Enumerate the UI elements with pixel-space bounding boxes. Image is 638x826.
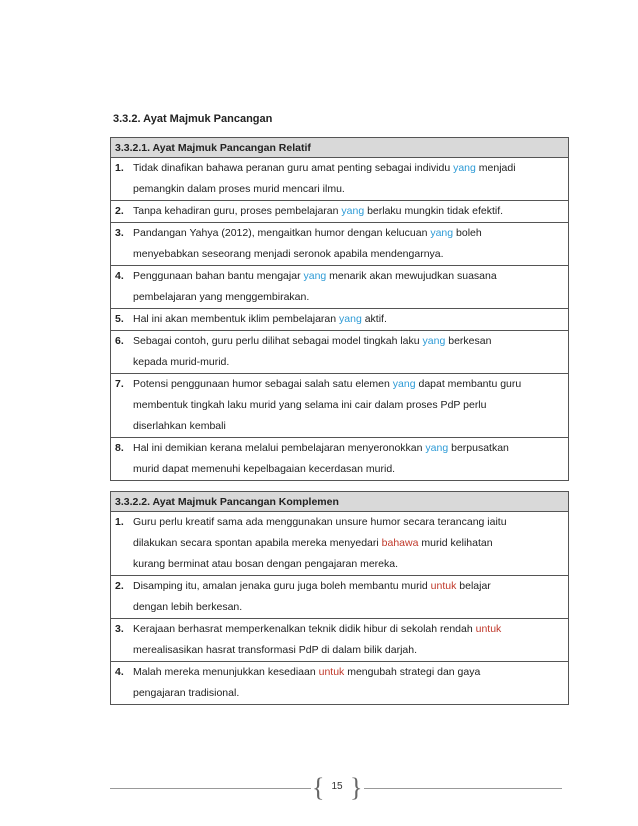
- text-segment: dilakukan secara spontan apabila mereka menyedari: [133, 537, 382, 549]
- text-line: [133, 662, 564, 683]
- row-number: 8.: [115, 442, 124, 454]
- text-segment: Disamping itu, amalan jenaka guru juga boleh membantu murid: [133, 580, 431, 592]
- text-segment: diserlahkan kembali: [133, 420, 226, 432]
- row-text: [133, 512, 568, 575]
- keyword-highlight: untuk: [430, 580, 457, 592]
- row-text: [133, 662, 568, 704]
- text-segment: Tidak dinafikan bahawa peranan guru amat penting sebagai individu: [133, 162, 454, 174]
- row-number: 4.: [115, 270, 124, 282]
- keyword-highlight: untuk: [318, 666, 345, 678]
- table-komplemen: [110, 491, 569, 705]
- text-segment: berpusatkan: [448, 442, 509, 454]
- table-row: [111, 662, 568, 704]
- row-text: [133, 158, 568, 200]
- text-line: [133, 576, 564, 597]
- text-line: [133, 158, 564, 179]
- text-segment: Sebagai contoh, guru perlu dilihat sebagai model tingkah laku: [133, 335, 423, 347]
- text-segment: merealisasikan hasrat transformasi PdP di dalam bilik darjah.: [133, 644, 418, 656]
- text-segment: boleh: [453, 227, 482, 239]
- row-text: [133, 223, 568, 265]
- keyword-highlight: yang: [425, 442, 449, 454]
- row-number: 1.: [115, 516, 124, 528]
- text-segment: menyebabkan seseorang menjadi seronok apabila mendengarnya.: [133, 248, 444, 260]
- text-segment: kepada murid-murid.: [133, 356, 230, 368]
- text-line: [133, 223, 564, 244]
- text-segment: pengajaran tradisional.: [133, 687, 240, 699]
- row-text: [133, 266, 568, 308]
- row-text: [133, 331, 568, 373]
- keyword-highlight: yang: [392, 378, 416, 390]
- text-line: [133, 287, 564, 308]
- text-segment: pemangkin dalam proses murid mencari ilmu.: [133, 183, 345, 195]
- row-text: [133, 309, 568, 330]
- text-line: [133, 179, 564, 200]
- text-line: [133, 395, 564, 416]
- table-row: [111, 266, 568, 309]
- row-number: 3.: [115, 623, 124, 635]
- row-text: [133, 374, 568, 437]
- text-segment: kurang berminat atau bosan dengan pengajaran mereka.: [133, 558, 399, 570]
- keyword-highlight: yang: [339, 313, 362, 325]
- section-heading: 3.3.2. Ayat Majmuk Pancangan: [113, 113, 273, 125]
- row-number: 2.: [115, 205, 124, 217]
- text-line: [133, 266, 564, 287]
- table-row: [111, 374, 568, 438]
- text-line: [133, 619, 564, 640]
- text-segment: pembelajaran yang menggembirakan.: [133, 291, 310, 303]
- text-segment: berlaku mungkin tidak efektif.: [364, 205, 504, 217]
- table-row: [111, 438, 568, 480]
- text-segment: menarik akan mewujudkan suasana: [326, 270, 497, 282]
- keyword-highlight: untuk: [475, 623, 502, 635]
- text-segment: dapat membantu guru: [415, 378, 522, 390]
- row-number: 6.: [115, 335, 124, 347]
- text-line: [133, 374, 564, 395]
- keyword-highlight: yang: [341, 205, 365, 217]
- text-segment: belajar: [456, 580, 491, 592]
- text-segment: Penggunaan bahan bantu mengajar: [133, 270, 304, 282]
- text-line: [133, 597, 564, 618]
- text-line: [133, 244, 564, 265]
- text-segment: berkesan: [445, 335, 492, 347]
- page-number: 15: [331, 781, 343, 792]
- text-line: [133, 683, 564, 704]
- row-text: [133, 619, 568, 661]
- table-title: 3.3.2.1. Ayat Majmuk Pancangan Relatif: [111, 138, 568, 158]
- text-segment: membentuk tingkah laku murid yang selama ini cair dalam proses PdP perlu: [133, 399, 487, 411]
- text-line: [133, 352, 564, 373]
- table-row: [111, 331, 568, 374]
- text-line: [133, 438, 564, 459]
- footer-divider-left: [110, 788, 311, 789]
- text-segment: Potensi penggunaan humor sebagai salah satu elemen: [133, 378, 393, 390]
- text-segment: Hal ini demikian kerana melalui pembelajaran menyeronokkan: [133, 442, 426, 454]
- row-number: 7.: [115, 378, 124, 390]
- footer-divider-right: [364, 788, 562, 789]
- text-line: [133, 459, 564, 480]
- table-title: 3.3.2.2. Ayat Majmuk Pancangan Komplemen: [111, 492, 568, 512]
- row-number: 1.: [115, 162, 124, 174]
- text-segment: Pandangan Yahya (2012), mengaitkan humor dengan kelucuan: [133, 227, 431, 239]
- right-brace-ornament: }: [350, 773, 363, 802]
- text-line: [133, 416, 564, 437]
- text-line: [133, 640, 564, 661]
- table-row: [111, 158, 568, 201]
- table-row: [111, 619, 568, 662]
- text-segment: Guru perlu kreatif sama ada menggunakan unsure humor secara terancang iaitu: [133, 516, 507, 528]
- table-row: [111, 223, 568, 266]
- keyword-highlight: yang: [303, 270, 327, 282]
- text-segment: murid kelihatan: [418, 537, 493, 549]
- text-line: [133, 512, 564, 533]
- row-number: 5.: [115, 313, 124, 325]
- text-segment: Tanpa kehadiran guru, proses pembelajaran: [133, 205, 342, 217]
- table-row: [111, 576, 568, 619]
- row-text: [133, 201, 568, 222]
- text-line: [133, 201, 564, 222]
- text-segment: Malah mereka menunjukkan kesediaan: [133, 666, 319, 678]
- text-line: [133, 331, 564, 352]
- row-number: 3.: [115, 227, 124, 239]
- text-segment: murid dapat memenuhi kepelbagaian kecerdasan murid.: [133, 463, 396, 475]
- table-row: [111, 201, 568, 223]
- row-number: 2.: [115, 580, 124, 592]
- table-row: [111, 512, 568, 576]
- table-body: [111, 158, 568, 480]
- text-line: [133, 309, 564, 330]
- text-line: [133, 533, 564, 554]
- row-text: [133, 438, 568, 480]
- text-segment: Hal ini akan membentuk iklim pembelajaran: [133, 313, 340, 325]
- keyword-highlight: bahawa: [381, 537, 419, 549]
- text-segment: aktif.: [361, 313, 387, 325]
- table-relatif: [110, 137, 569, 481]
- text-segment: mengubah strategi dan gaya: [344, 666, 481, 678]
- row-number: 4.: [115, 666, 124, 678]
- text-segment: menjadi: [475, 162, 516, 174]
- keyword-highlight: yang: [422, 335, 446, 347]
- table-body: [111, 512, 568, 704]
- row-text: [133, 576, 568, 618]
- left-brace-ornament: {: [312, 773, 325, 802]
- table-row: [111, 309, 568, 331]
- text-segment: Kerajaan berhasrat memperkenalkan teknik didik hibur di sekolah rendah: [133, 623, 476, 635]
- text-line: [133, 554, 564, 575]
- text-segment: dengan lebih berkesan.: [133, 601, 243, 613]
- keyword-highlight: yang: [430, 227, 454, 239]
- keyword-highlight: yang: [453, 162, 476, 174]
